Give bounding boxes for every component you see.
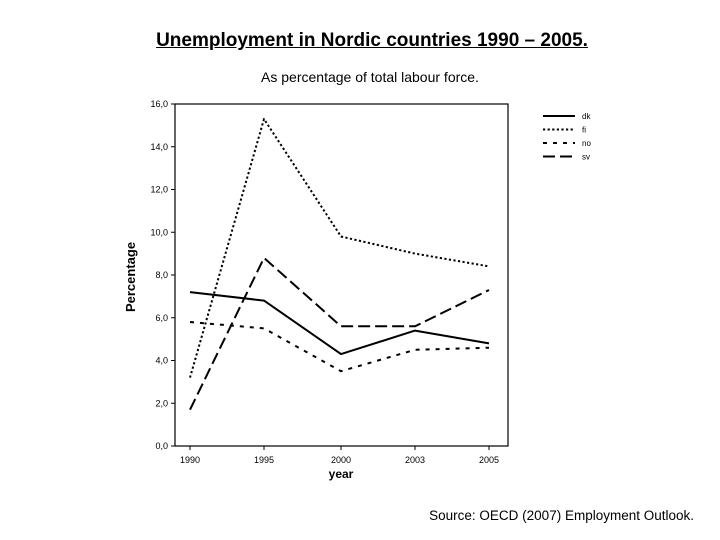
x-tick-label: 1990 bbox=[179, 455, 201, 465]
y-tick-label: 0,0 bbox=[155, 441, 168, 451]
y-tick-label: 4,0 bbox=[155, 355, 168, 366]
series-line-no bbox=[190, 322, 489, 371]
y-tick-label: 6,0 bbox=[155, 312, 168, 323]
legend-label-dk: dk bbox=[582, 112, 591, 121]
x-tick-label: 2000 bbox=[330, 455, 352, 465]
y-axis-label: Percentage bbox=[123, 241, 138, 313]
x-axis-label: year bbox=[328, 467, 354, 481]
x-tick-label: 1995 bbox=[253, 455, 275, 465]
series-line-fi bbox=[190, 119, 489, 378]
chart-subtitle: As percentage of total labour force. bbox=[261, 69, 479, 85]
source-note: Source: OECD (2007) Employment Outlook. bbox=[429, 508, 694, 523]
y-tick-label: 8,0 bbox=[155, 270, 168, 280]
series-line-dk bbox=[190, 292, 489, 354]
x-tick-label: 2005 bbox=[478, 455, 500, 465]
series-line-sv bbox=[190, 258, 489, 410]
chart-title: Unemployment in Nordic countries 1990 – 2005. bbox=[156, 30, 588, 51]
y-tick-label: 16,0 bbox=[150, 99, 168, 109]
y-tick-label: 12,0 bbox=[150, 184, 168, 195]
legend-label-sv: sv bbox=[582, 152, 590, 162]
plot-frame bbox=[175, 104, 508, 446]
y-tick-label: 14,0 bbox=[150, 141, 168, 152]
legend-label-fi: fi bbox=[582, 125, 586, 135]
y-tick-label: 10,0 bbox=[150, 227, 168, 238]
x-tick-label: 2003 bbox=[404, 455, 426, 465]
y-tick-label: 2,0 bbox=[155, 398, 168, 409]
legend-label-no: no bbox=[582, 139, 591, 148]
